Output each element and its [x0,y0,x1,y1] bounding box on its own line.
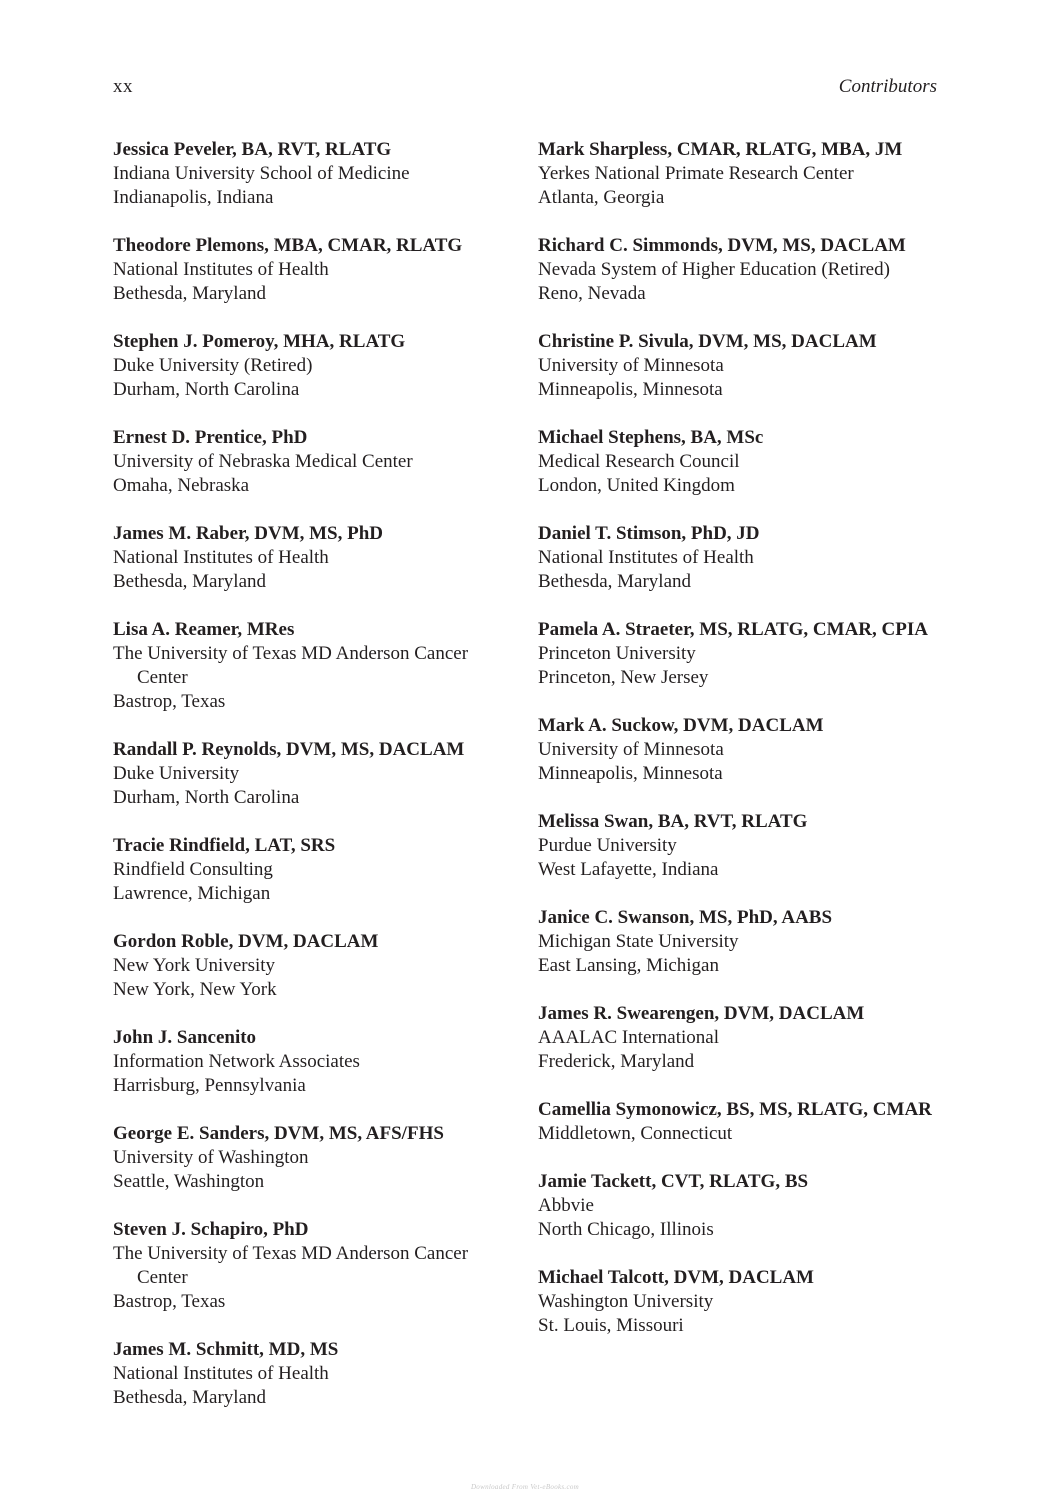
contributor-entry [113,834,508,906]
contributor-name: Mark A. Suckow, DVM, DACLAM [538,715,824,736]
contributor-name: Michael Stephens, BA, MSc [538,427,764,448]
download-watermark: Downloaded From Vet-eBooks.com [470,1483,580,1491]
contributor-affiliation: Nevada System of Higher Education (Retired) [538,259,890,280]
contributor-name: Ernest D. Prentice, PhD [113,427,308,448]
contributor-location: Bethesda, Maryland [113,1387,267,1408]
contributor-entry [113,426,508,498]
contributor-name: Randall P. Reynolds, DVM, MS, DACLAM [113,739,465,760]
contributor-affiliation: The University of Texas MD Anderson Cancer Center [113,1243,469,1288]
contributor-affiliation: The University of Texas MD Anderson Cancer Center [113,643,469,688]
section-title: Contributors [838,76,937,97]
contributor-name: James R. Swearengen, DVM, DACLAM [538,1003,865,1024]
contributor-location: Atlanta, Georgia [538,187,665,208]
contributor-location: Indianapolis, Indiana [113,187,274,208]
contributor-location: Bethesda, Maryland [538,571,692,592]
contributor-affiliation: University of Minnesota [538,739,724,760]
contributors-right-column [538,138,938,1362]
contributor-entry [113,1026,508,1098]
contributor-location: Omaha, Nebraska [113,475,250,496]
contributor-affiliation: Indiana University School of Medicine [113,163,410,184]
contributor-location: Minneapolis, Minnesota [538,379,723,400]
contributor-name: Christine P. Sivula, DVM, MS, DACLAM [538,331,877,352]
contributor-affiliation: Duke University (Retired) [113,355,313,376]
contributor-entry [113,234,508,306]
contributor-location: Minneapolis, Minnesota [538,763,723,784]
contributor-entry [538,138,938,210]
contributor-location: Seattle, Washington [113,1171,265,1192]
contributor-entry [538,1170,938,1242]
contributor-affiliation: AAALAC International [538,1027,719,1048]
contributor-entry [113,1338,508,1410]
running-head [113,74,937,100]
contributor-entry [538,1266,938,1338]
contributor-entry [538,330,938,402]
contributor-affiliation: National Institutes of Health [113,259,329,280]
contributor-name: Jamie Tackett, CVT, RLATG, BS [538,1171,809,1192]
contributor-entry [538,234,938,306]
contributor-location: Bastrop, Texas [113,691,226,712]
contributor-location: Bastrop, Texas [113,1291,226,1312]
contributor-location: Bethesda, Maryland [113,571,267,592]
contributor-entry [538,906,938,978]
contributor-name: Melissa Swan, BA, RVT, RLATG [538,811,808,832]
contributor-name: Camellia Symonowicz, BS, MS, RLATG, CMAR [538,1099,932,1120]
contributor-entry [538,714,938,786]
contributor-entry [113,930,508,1002]
contributor-entry [113,330,508,402]
contributor-name: Janice C. Swanson, MS, PhD, AABS [538,907,833,928]
contributor-affiliation: National Institutes of Health [538,547,754,568]
contributor-affiliation: National Institutes of Health [113,547,329,568]
contributor-location: New York, New York [113,979,277,1000]
contributor-location: East Lansing, Michigan [538,955,719,976]
contributor-name: Theodore Plemons, MBA, CMAR, RLATG [113,235,463,256]
contributor-location: St. Louis, Missouri [538,1315,684,1336]
page-number: xx [113,76,133,97]
contributor-affiliation: Princeton University [538,643,696,664]
contributor-affiliation: National Institutes of Health [113,1363,329,1384]
contributor-name: Stephen J. Pomeroy, MHA, RLATG [113,331,406,352]
contributor-name: Pamela A. Straeter, MS, RLATG, CMAR, CPIA [538,619,928,640]
contributor-name: Lisa A. Reamer, MRes [113,619,295,640]
contributor-affiliation: New York University [113,955,276,976]
contributor-location: Durham, North Carolina [113,787,300,808]
contributor-entry [538,426,938,498]
contributor-affiliation: Purdue University [538,835,677,856]
contributor-name: George E. Sanders, DVM, MS, AFS/FHS [113,1123,444,1144]
contributor-location: Durham, North Carolina [113,379,300,400]
contributor-location: Lawrence, Michigan [113,883,271,904]
contributor-name: James M. Raber, DVM, MS, PhD [113,523,384,544]
contributor-entry [113,1122,508,1194]
contributor-entry [538,810,938,882]
contributor-name: Steven J. Schapiro, PhD [113,1219,309,1240]
contributor-affiliation: Medical Research Council [538,451,740,472]
contributor-entry [538,522,938,594]
contributor-location: Princeton, New Jersey [538,667,709,688]
contributor-affiliation: Information Network Associates [113,1051,360,1072]
contributor-name: Tracie Rindfield, LAT, SRS [113,835,336,856]
contributor-name: Michael Talcott, DVM, DACLAM [538,1267,814,1288]
contributor-entry [113,618,508,714]
contributor-entry [538,618,938,690]
contributor-location: West Lafayette, Indiana [538,859,719,880]
contributor-affiliation: Michigan State University [538,931,739,952]
contributor-name: Jessica Peveler, BA, RVT, RLATG [113,139,392,160]
contributor-name: James M. Schmitt, MD, MS [113,1339,339,1360]
contributor-location: North Chicago, Illinois [538,1219,714,1240]
contributor-entry [113,738,508,810]
contributor-name: Daniel T. Stimson, PhD, JD [538,523,760,544]
contributor-location: London, United Kingdom [538,475,735,496]
contributor-affiliation: Washington University [538,1291,714,1312]
contributor-affiliation: Yerkes National Primate Research Center [538,163,854,184]
contributor-location: Middletown, Connecticut [538,1123,733,1144]
contributor-entry [113,138,508,210]
contributor-entry [113,1218,508,1314]
contributor-entry [113,522,508,594]
contributor-affiliation: University of Washington [113,1147,309,1168]
contributor-affiliation: University of Minnesota [538,355,724,376]
contributor-name: John J. Sancenito [113,1027,257,1048]
contributor-location: Reno, Nevada [538,283,646,304]
contributor-affiliation: Duke University [113,763,240,784]
contributor-affiliation: Abbvie [538,1195,594,1216]
contributor-name: Gordon Roble, DVM, DACLAM [113,931,379,952]
contributor-location: Harrisburg, Pennsylvania [113,1075,306,1096]
contributors-left-column [113,138,508,1434]
contributor-affiliation: University of Nebraska Medical Center [113,451,413,472]
contributor-entry [538,1002,938,1074]
contributor-affiliation: Rindfield Consulting [113,859,273,880]
contributor-location: Bethesda, Maryland [113,283,267,304]
contributor-entry [538,1098,938,1146]
contributor-location: Frederick, Maryland [538,1051,695,1072]
contributor-name: Richard C. Simmonds, DVM, MS, DACLAM [538,235,906,256]
contributor-name: Mark Sharpless, CMAR, RLATG, MBA, JM [538,139,903,160]
